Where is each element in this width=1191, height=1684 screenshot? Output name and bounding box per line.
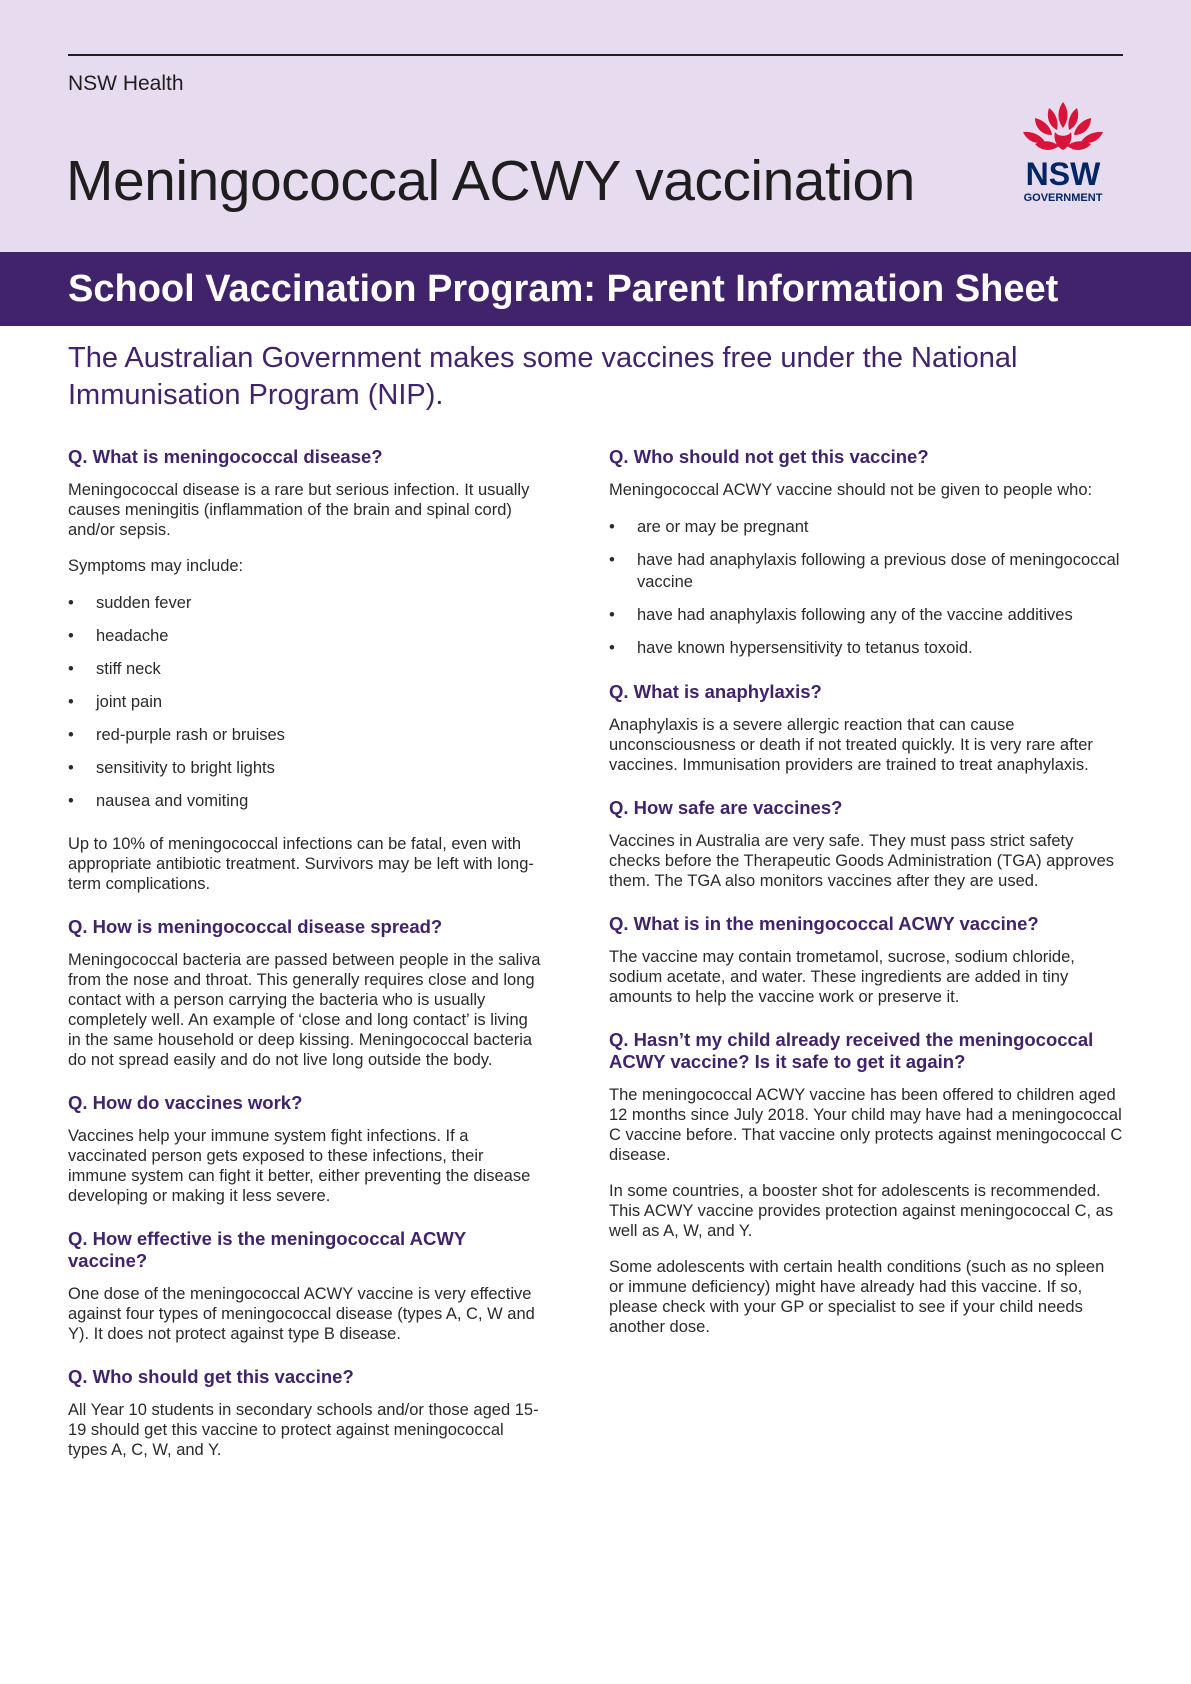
list-item: • stiff neck xyxy=(68,658,544,680)
answer-paragraph: The vaccine may contain trometamol, sucrose, sodium chloride, sodium acetate, and water. These ingredients are added in tiny amounts to help the vaccine work or preserve it. xyxy=(609,948,1075,1006)
question-heading: Q. How effective is the meningococcal ACWY vaccine? xyxy=(68,1228,466,1271)
right-column xyxy=(609,446,1123,1359)
question-heading: Q. What is in the meningococcal ACWY vaccine? xyxy=(609,913,1039,934)
section-who-should-get xyxy=(68,1366,544,1460)
symptoms-list xyxy=(68,592,544,812)
answer-paragraph: In some countries, a booster shot for adolescents is recommended. This ACWY vaccine provides protection against meningococcal C, as well as A, W, and Y. xyxy=(609,1182,1114,1240)
contraindications-list xyxy=(609,516,1123,659)
intro-text: The Australian Government makes some vaccines free under the National Immunisation Program (NIP). xyxy=(68,342,1018,411)
logo-nsw-text: NSW xyxy=(1025,156,1101,192)
question-heading: Q. Who should get this vaccine? xyxy=(68,1366,354,1387)
answer-paragraph: The meningococcal ACWY vaccine has been offered to children aged 12 months since July 2018. Your child may have had a meningococcal C vaccine before. That vaccine only protects against meningococcal C disease. xyxy=(609,1086,1123,1164)
banner-title: School Vaccination Program: Parent Information Sheet xyxy=(68,268,1059,310)
section-already-received xyxy=(609,1029,1123,1337)
logo-government-text: GOVERNMENT xyxy=(1023,192,1103,204)
answer-paragraph: Meningococcal disease is a rare but serious infection. It usually causes meningitis (inflammation of the brain and spinal cord) and/or sepsis. xyxy=(68,481,530,539)
list-item: • have had anaphylaxis following a previous dose of meningococcal vaccine xyxy=(609,549,1123,593)
list-item: • nausea and vomiting xyxy=(68,790,544,812)
answer-paragraph: Vaccines help your immune system fight infections. If a vaccinated person gets exposed to these infections, their immune system can fight it better, either preventing the disease developing or making it less severe. xyxy=(68,1127,531,1205)
answer-paragraph: Vaccines in Australia are very safe. They must pass strict safety checks before the Therapeutic Goods Administration (TGA) approves them. The TGA also monitors vaccines after they are used. xyxy=(609,832,1115,890)
answer-paragraph: Symptoms may include: xyxy=(68,557,244,575)
section-effectiveness xyxy=(68,1228,544,1344)
answer-paragraph: All Year 10 students in secondary schools and/or those aged 15-19 should get this vaccine to protect against meningococcal types A, C, W, and Y. xyxy=(68,1401,539,1459)
answer-paragraph: Anaphylaxis is a severe allergic reaction that can cause unconsciousness or death if not treated quickly. It is very rare after vaccines. Immunisation providers are trained to treat anaphylaxis. xyxy=(609,716,1093,774)
section-vaccine-safety xyxy=(609,797,1123,891)
answer-paragraph: Some adolescents with certain health conditions (such as no spleen or immune deficiency) might have already had this vaccine. If so, please check with your GP or specialist to see if your child needs another dose. xyxy=(609,1258,1105,1336)
question-heading: Q. How safe are vaccines? xyxy=(609,797,843,818)
page-title: Meningococcal ACWY vaccination xyxy=(66,149,915,213)
answer-paragraph: Up to 10% of meningococcal infections can be fatal, even with appropriate antibiotic treatment. Survivors may be left with long-term complications. xyxy=(68,835,534,893)
nsw-government-logo xyxy=(1013,100,1113,210)
question-heading: Q. How do vaccines work? xyxy=(68,1092,303,1113)
section-who-should-not-get xyxy=(609,446,1123,659)
organisation-name: NSW Health xyxy=(68,72,184,95)
section-anaphylaxis xyxy=(609,681,1123,775)
section-how-spread xyxy=(68,916,544,1070)
list-item: • have had anaphylaxis following any of the vaccine additives xyxy=(609,604,1123,626)
header-divider xyxy=(68,54,1123,56)
left-column xyxy=(68,446,544,1482)
list-item: • joint pain xyxy=(68,691,544,713)
question-heading: Q. Who should not get this vaccine? xyxy=(609,446,929,467)
question-heading: Q. What is anaphylaxis? xyxy=(609,681,822,702)
list-item: • have known hypersensitivity to tetanus toxoid. xyxy=(609,637,1123,659)
list-item: • are or may be pregnant xyxy=(609,516,1123,538)
section-what-is-disease xyxy=(68,446,544,894)
question-heading: Q. How is meningococcal disease spread? xyxy=(68,916,443,937)
question-heading: Q. What is meningococcal disease? xyxy=(68,446,383,467)
list-item: • sudden fever xyxy=(68,592,544,614)
list-item: • red-purple rash or bruises xyxy=(68,724,544,746)
list-item: • sensitivity to bright lights xyxy=(68,757,544,779)
answer-paragraph: Meningococcal ACWY vaccine should not be given to people who: xyxy=(609,481,1093,499)
list-item: • headache xyxy=(68,625,544,647)
section-ingredients xyxy=(609,913,1123,1007)
answer-paragraph: One dose of the meningococcal ACWY vaccine is very effective against four types of meningococcal disease (types A, C, W and Y). It does not protect against type B disease. xyxy=(68,1285,535,1343)
answer-paragraph: Meningococcal bacteria are passed between people in the saliva from the nose and throat. This generally requires close and long contact with a person carrying the bacteria who is usually completely well. An example of ‘close and long contact’ is living in the same household or deep kissing. Meningococcal bacteria do not spread easily and do not live long outside the body. xyxy=(68,951,541,1069)
waratah-icon xyxy=(1023,102,1103,150)
section-how-vaccines-work xyxy=(68,1092,544,1206)
question-heading: Q. Hasn’t my child already received the meningococcal ACWY vaccine? Is it safe to get it again? xyxy=(609,1029,1094,1072)
